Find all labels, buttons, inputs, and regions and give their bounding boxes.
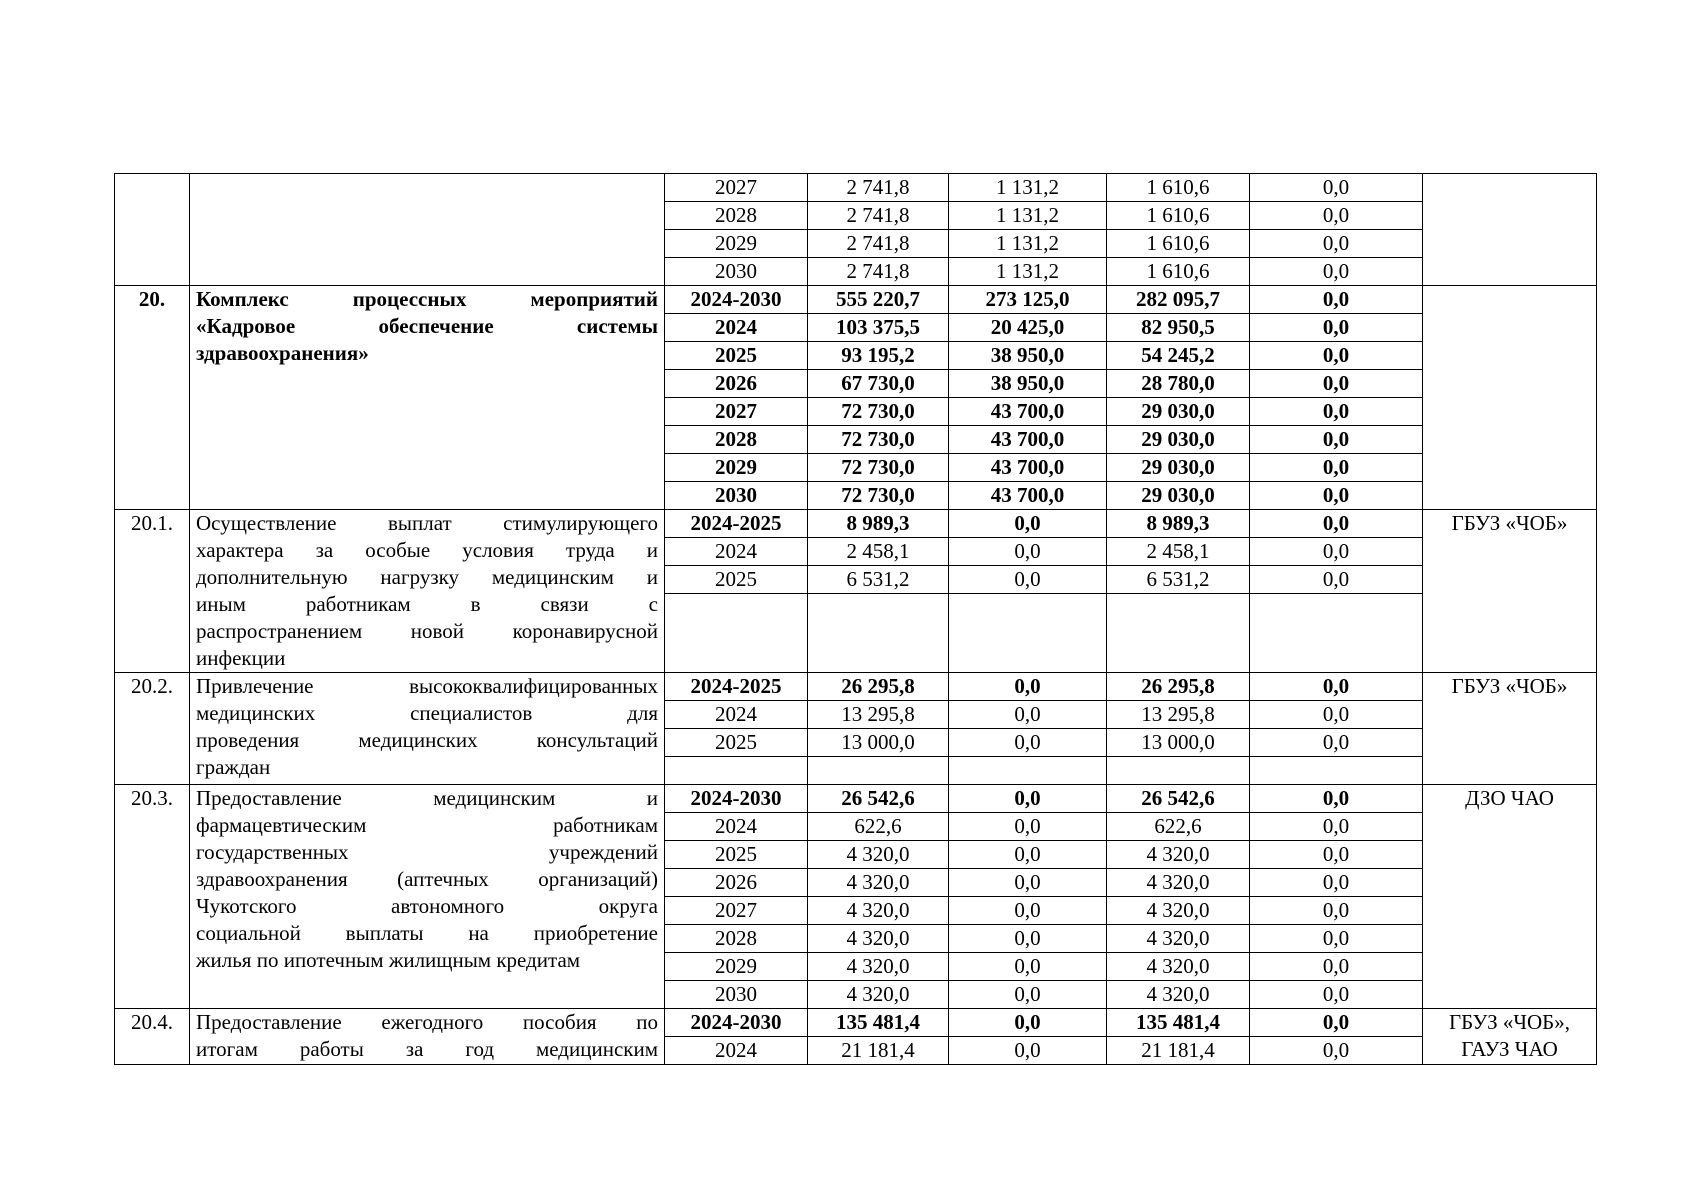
funding-source-1-cell: 0,0 xyxy=(949,841,1107,869)
funding-source-2-cell: 4 320,0 xyxy=(1107,981,1250,1009)
executor-line: ГБУЗ «ЧОБ» xyxy=(1451,511,1568,535)
funding-source-2-cell: 29 030,0 xyxy=(1107,482,1250,510)
funding-source-3-cell: 0,0 xyxy=(1250,673,1423,701)
total-amount-cell: 72 730,0 xyxy=(808,482,949,510)
funding-source-1-cell: 1 131,2 xyxy=(949,258,1107,286)
funding-source-3-cell: 0,0 xyxy=(1250,701,1423,729)
year-cell: 2028 xyxy=(665,925,808,953)
executor xyxy=(1423,673,1597,785)
funding-source-3-cell: 0,0 xyxy=(1250,925,1423,953)
description-line: проведения медицинских консультаций xyxy=(196,728,658,752)
funding-source-1-cell: 0,0 xyxy=(949,701,1107,729)
funding-source-3-cell: 0,0 xyxy=(1250,482,1423,510)
funding-source-2-cell: 1 610,6 xyxy=(1107,258,1250,286)
year-cell: 2024-2030 xyxy=(665,1009,808,1037)
total-amount-cell: 67 730,0 xyxy=(808,370,949,398)
year-cell: 2030 xyxy=(665,981,808,1009)
empty-cell xyxy=(665,757,808,785)
funding-source-3-cell: 0,0 xyxy=(1250,398,1423,426)
item-number xyxy=(115,174,190,286)
year-cell: 2030 xyxy=(665,482,808,510)
year-cell: 2025 xyxy=(665,729,808,757)
funding-source-1-cell: 0,0 xyxy=(949,981,1107,1009)
item-number: 20. xyxy=(115,286,190,510)
year-cell: 2028 xyxy=(665,426,808,454)
total-amount-cell: 13 000,0 xyxy=(808,729,949,757)
funding-source-3-cell: 0,0 xyxy=(1250,426,1423,454)
funding-source-3-cell: 0,0 xyxy=(1250,314,1423,342)
empty-cell xyxy=(808,757,949,785)
description-line: Комплекс процессных мероприятий xyxy=(196,287,658,311)
item-number: 20.3. xyxy=(115,785,190,1009)
funding-source-2-cell: 21 181,4 xyxy=(1107,1037,1250,1065)
funding-source-1-cell: 0,0 xyxy=(949,869,1107,897)
funding-source-3-cell: 0,0 xyxy=(1250,981,1423,1009)
empty-cell xyxy=(1250,757,1423,785)
year-cell: 2028 xyxy=(665,202,808,230)
funding-source-2-cell: 13 000,0 xyxy=(1107,729,1250,757)
year-cell: 2024-2030 xyxy=(665,785,808,813)
funding-source-3-cell: 0,0 xyxy=(1250,897,1423,925)
funding-source-2-cell: 29 030,0 xyxy=(1107,454,1250,482)
funding-source-2-cell: 28 780,0 xyxy=(1107,370,1250,398)
description-line: «Кадровое обеспечение системы xyxy=(196,314,658,338)
empty-cell xyxy=(1107,757,1250,785)
year-cell: 2026 xyxy=(665,869,808,897)
funding-source-2-cell: 2 458,1 xyxy=(1107,538,1250,566)
table-row xyxy=(115,286,1597,314)
year-cell: 2024 xyxy=(665,314,808,342)
empty-cell xyxy=(665,594,808,673)
description-line: итогам работы за год медицинским xyxy=(196,1037,658,1061)
executor-line: ГАУЗ ЧАО xyxy=(1461,1037,1558,1061)
year-cell: 2030 xyxy=(665,258,808,286)
year-cell: 2029 xyxy=(665,953,808,981)
funding-source-3-cell: 0,0 xyxy=(1250,1009,1423,1037)
funding-source-3-cell: 0,0 xyxy=(1250,258,1423,286)
funding-source-2-cell: 4 320,0 xyxy=(1107,869,1250,897)
executor-line: ГБУЗ «ЧОБ» xyxy=(1451,674,1568,698)
funding-source-2-cell: 135 481,4 xyxy=(1107,1009,1250,1037)
description-line: фармацевтическим работникам xyxy=(196,813,658,837)
item-description xyxy=(190,785,665,1009)
funding-source-1-cell: 1 131,2 xyxy=(949,202,1107,230)
table-row xyxy=(115,1009,1597,1037)
year-cell: 2025 xyxy=(665,566,808,594)
funding-source-1-cell: 0,0 xyxy=(949,1009,1107,1037)
funding-source-2-cell: 282 095,7 xyxy=(1107,286,1250,314)
funding-source-2-cell: 4 320,0 xyxy=(1107,841,1250,869)
funding-source-3-cell: 0,0 xyxy=(1250,841,1423,869)
funding-source-3-cell: 0,0 xyxy=(1250,869,1423,897)
funding-source-1-cell: 20 425,0 xyxy=(949,314,1107,342)
executor xyxy=(1423,1009,1597,1065)
funding-source-3-cell: 0,0 xyxy=(1250,1037,1423,1065)
funding-source-1-cell: 0,0 xyxy=(949,813,1107,841)
description-line: Привлечение высококвалифицированных xyxy=(196,674,658,698)
total-amount-cell: 13 295,8 xyxy=(808,701,949,729)
funding-source-2-cell: 29 030,0 xyxy=(1107,398,1250,426)
description-line: распространением новой коронавирусной xyxy=(196,619,658,643)
item-description xyxy=(190,673,665,785)
description-line: социальной выплаты на приобретение xyxy=(196,921,658,945)
executor xyxy=(1423,286,1597,510)
table-row xyxy=(115,510,1597,538)
total-amount-cell: 72 730,0 xyxy=(808,454,949,482)
total-amount-cell: 4 320,0 xyxy=(808,953,949,981)
funding-source-3-cell: 0,0 xyxy=(1250,953,1423,981)
total-amount-cell: 6 531,2 xyxy=(808,566,949,594)
total-amount-cell: 26 295,8 xyxy=(808,673,949,701)
funding-source-3-cell: 0,0 xyxy=(1250,538,1423,566)
funding-source-2-cell: 4 320,0 xyxy=(1107,897,1250,925)
funding-source-1-cell: 43 700,0 xyxy=(949,482,1107,510)
description-line: граждан xyxy=(196,755,271,779)
funding-source-3-cell: 0,0 xyxy=(1250,813,1423,841)
table-row xyxy=(115,785,1597,813)
funding-source-2-cell: 1 610,6 xyxy=(1107,230,1250,258)
table-row xyxy=(115,174,1597,202)
year-cell: 2025 xyxy=(665,841,808,869)
funding-source-1-cell: 0,0 xyxy=(949,510,1107,538)
funding-source-2-cell: 13 295,8 xyxy=(1107,701,1250,729)
description-line: характера за особые условия труда и xyxy=(196,538,658,562)
funding-source-1-cell: 43 700,0 xyxy=(949,426,1107,454)
year-cell: 2024 xyxy=(665,538,808,566)
total-amount-cell: 21 181,4 xyxy=(808,1037,949,1065)
executor-line: ГБУЗ «ЧОБ», xyxy=(1449,1010,1570,1034)
executor xyxy=(1423,174,1597,286)
description-line: медицинских специалистов для xyxy=(196,701,658,725)
funding-source-3-cell: 0,0 xyxy=(1250,230,1423,258)
description-line: Чукотского автономного округа xyxy=(196,894,658,918)
funding-source-2-cell: 4 320,0 xyxy=(1107,953,1250,981)
funding-source-1-cell: 273 125,0 xyxy=(949,286,1107,314)
total-amount-cell: 4 320,0 xyxy=(808,925,949,953)
empty-cell xyxy=(1250,594,1423,673)
funding-source-3-cell: 0,0 xyxy=(1250,286,1423,314)
year-cell: 2024-2025 xyxy=(665,673,808,701)
funding-source-2-cell: 1 610,6 xyxy=(1107,202,1250,230)
description-line: государственных учреждений xyxy=(196,840,658,864)
year-cell: 2024 xyxy=(665,813,808,841)
total-amount-cell: 4 320,0 xyxy=(808,981,949,1009)
funding-source-1-cell: 0,0 xyxy=(949,897,1107,925)
funding-source-2-cell: 82 950,5 xyxy=(1107,314,1250,342)
funding-source-2-cell: 1 610,6 xyxy=(1107,174,1250,202)
funding-source-1-cell: 43 700,0 xyxy=(949,454,1107,482)
total-amount-cell: 4 320,0 xyxy=(808,841,949,869)
year-cell: 2024-2025 xyxy=(665,510,808,538)
executor xyxy=(1423,510,1597,673)
description-line: инфекции xyxy=(196,646,286,670)
funding-source-1-cell: 38 950,0 xyxy=(949,370,1107,398)
funding-table xyxy=(114,173,1597,1065)
total-amount-cell: 2 458,1 xyxy=(808,538,949,566)
funding-source-2-cell: 6 531,2 xyxy=(1107,566,1250,594)
description-line: Предоставление ежегодного пособия по xyxy=(196,1010,658,1034)
funding-source-2-cell: 4 320,0 xyxy=(1107,925,1250,953)
description-line: дополнительную нагрузку медицинским и xyxy=(196,565,658,589)
funding-source-1-cell: 1 131,2 xyxy=(949,174,1107,202)
funding-source-1-cell: 43 700,0 xyxy=(949,398,1107,426)
empty-cell xyxy=(949,757,1107,785)
funding-source-3-cell: 0,0 xyxy=(1250,202,1423,230)
funding-source-3-cell: 0,0 xyxy=(1250,729,1423,757)
funding-source-3-cell: 0,0 xyxy=(1250,370,1423,398)
total-amount-cell: 135 481,4 xyxy=(808,1009,949,1037)
funding-source-2-cell: 8 989,3 xyxy=(1107,510,1250,538)
executor xyxy=(1423,785,1597,1009)
empty-cell xyxy=(808,594,949,673)
funding-source-2-cell: 622,6 xyxy=(1107,813,1250,841)
funding-source-2-cell: 26 542,6 xyxy=(1107,785,1250,813)
empty-cell xyxy=(949,594,1107,673)
item-number: 20.4. xyxy=(115,1009,190,1065)
total-amount-cell: 2 741,8 xyxy=(808,230,949,258)
funding-source-3-cell: 0,0 xyxy=(1250,342,1423,370)
year-cell: 2026 xyxy=(665,370,808,398)
total-amount-cell: 622,6 xyxy=(808,813,949,841)
total-amount-cell: 2 741,8 xyxy=(808,202,949,230)
empty-cell xyxy=(1107,594,1250,673)
total-amount-cell: 555 220,7 xyxy=(808,286,949,314)
description-line: здравоохранения (аптечных организаций) xyxy=(196,867,658,891)
funding-source-1-cell: 0,0 xyxy=(949,953,1107,981)
item-description xyxy=(190,510,665,673)
description-line: Осуществление выплат стимулирующего xyxy=(196,511,658,535)
funding-source-2-cell: 54 245,2 xyxy=(1107,342,1250,370)
total-amount-cell: 2 741,8 xyxy=(808,258,949,286)
funding-source-1-cell: 1 131,2 xyxy=(949,230,1107,258)
funding-source-3-cell: 0,0 xyxy=(1250,174,1423,202)
total-amount-cell: 103 375,5 xyxy=(808,314,949,342)
description-line: здравоохранения» xyxy=(196,341,369,365)
description-line: иным работникам в связи с xyxy=(196,592,658,616)
total-amount-cell: 93 195,2 xyxy=(808,342,949,370)
description-line: Предоставление медицинским и xyxy=(196,786,658,810)
funding-source-2-cell: 29 030,0 xyxy=(1107,426,1250,454)
funding-source-1-cell: 0,0 xyxy=(949,785,1107,813)
item-description xyxy=(190,174,665,286)
funding-source-2-cell: 26 295,8 xyxy=(1107,673,1250,701)
total-amount-cell: 72 730,0 xyxy=(808,398,949,426)
description-line: жилья по ипотечным жилищным кредитам xyxy=(196,948,581,972)
total-amount-cell: 4 320,0 xyxy=(808,897,949,925)
year-cell: 2029 xyxy=(665,230,808,258)
funding-source-1-cell: 0,0 xyxy=(949,673,1107,701)
item-description xyxy=(190,286,665,510)
total-amount-cell: 4 320,0 xyxy=(808,869,949,897)
item-number: 20.2. xyxy=(115,673,190,785)
year-cell: 2027 xyxy=(665,398,808,426)
total-amount-cell: 2 741,8 xyxy=(808,174,949,202)
total-amount-cell: 72 730,0 xyxy=(808,426,949,454)
total-amount-cell: 26 542,6 xyxy=(808,785,949,813)
table-row xyxy=(115,673,1597,701)
item-number: 20.1. xyxy=(115,510,190,673)
item-description xyxy=(190,1009,665,1065)
funding-source-3-cell: 0,0 xyxy=(1250,566,1423,594)
year-cell: 2027 xyxy=(665,897,808,925)
year-cell: 2024 xyxy=(665,1037,808,1065)
funding-source-1-cell: 0,0 xyxy=(949,925,1107,953)
year-cell: 2027 xyxy=(665,174,808,202)
funding-source-1-cell: 0,0 xyxy=(949,729,1107,757)
year-cell: 2025 xyxy=(665,342,808,370)
funding-source-3-cell: 0,0 xyxy=(1250,454,1423,482)
executor-line: ДЗО ЧАО xyxy=(1465,786,1554,810)
funding-source-3-cell: 0,0 xyxy=(1250,510,1423,538)
funding-source-1-cell: 0,0 xyxy=(949,1037,1107,1065)
total-amount-cell: 8 989,3 xyxy=(808,510,949,538)
year-cell: 2024-2030 xyxy=(665,286,808,314)
funding-source-1-cell: 0,0 xyxy=(949,538,1107,566)
year-cell: 2029 xyxy=(665,454,808,482)
funding-source-1-cell: 0,0 xyxy=(949,566,1107,594)
funding-source-1-cell: 38 950,0 xyxy=(949,342,1107,370)
year-cell: 2024 xyxy=(665,701,808,729)
funding-source-3-cell: 0,0 xyxy=(1250,785,1423,813)
